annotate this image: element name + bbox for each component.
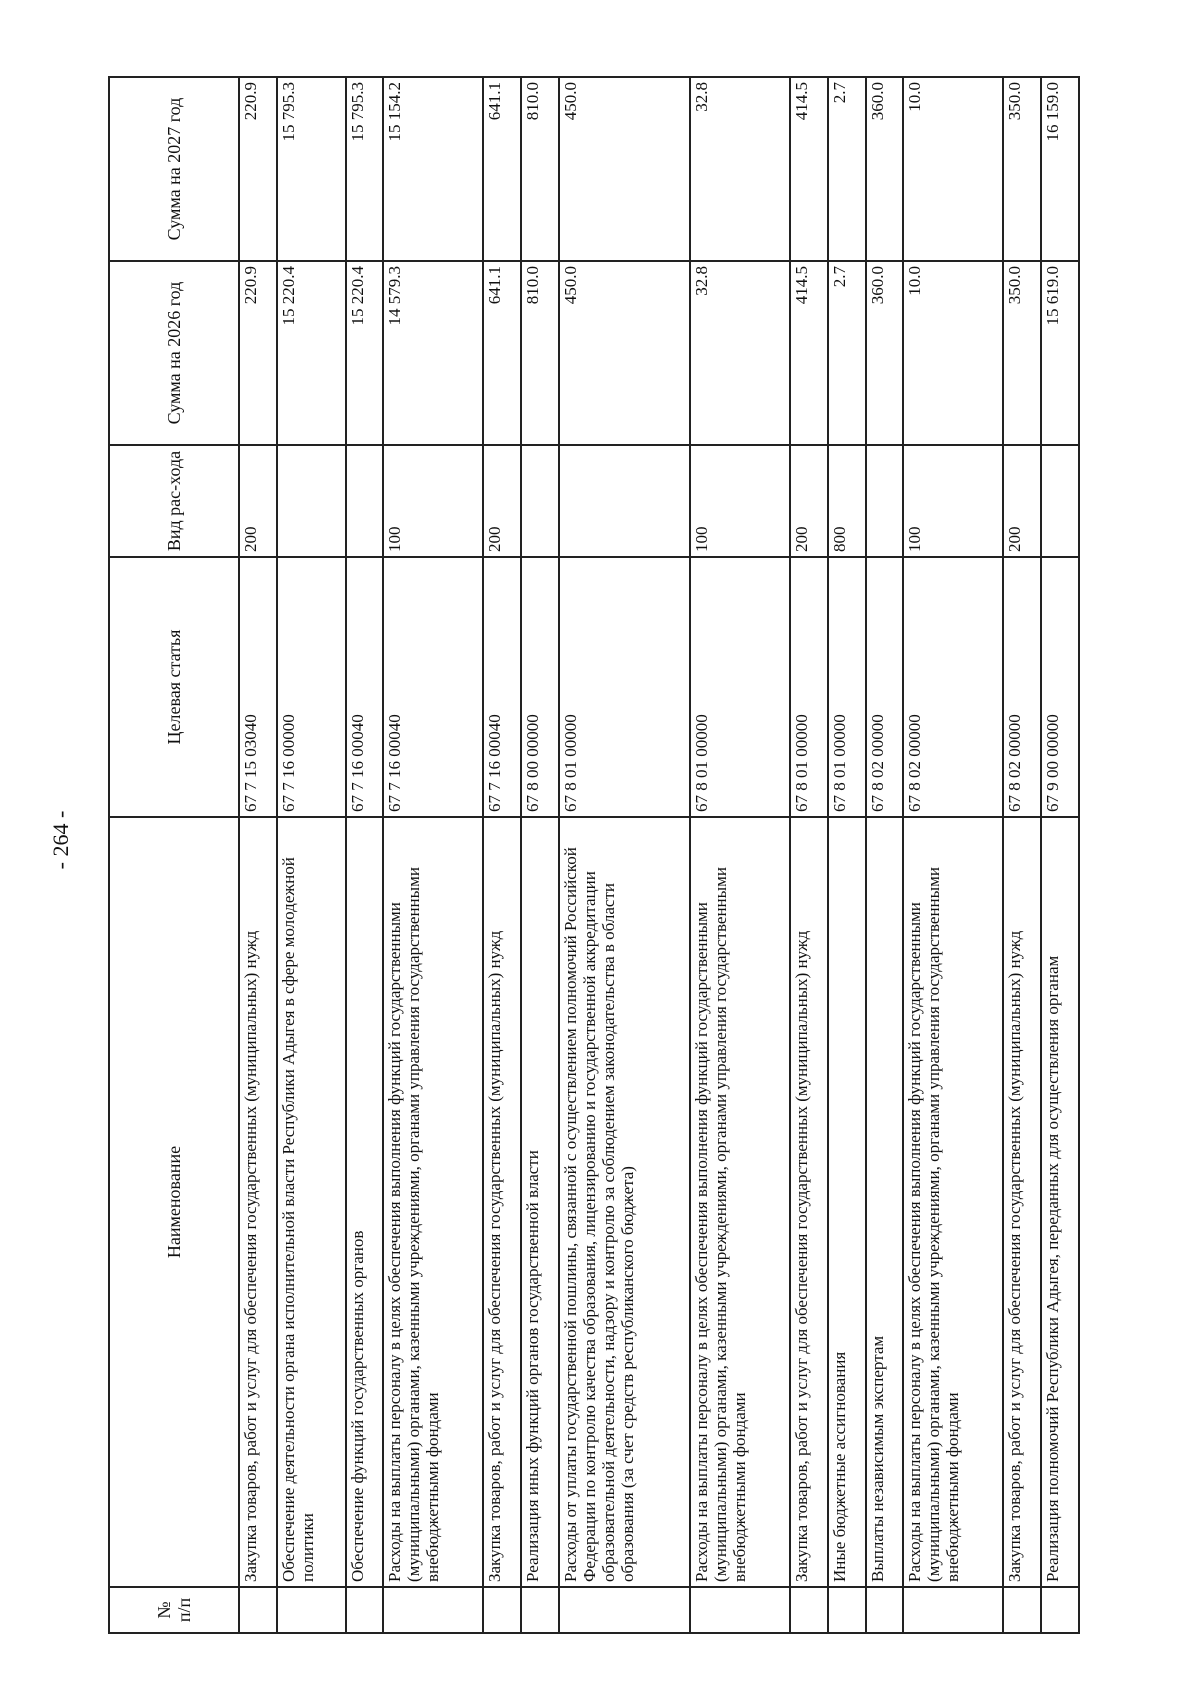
- cell-index: [690, 1587, 790, 1633]
- header-kind: Вид рас-хода: [109, 445, 239, 557]
- table-row: [559, 77, 690, 1633]
- cell-sum-2027: 220.9: [239, 77, 277, 261]
- table-header: [109, 77, 239, 1633]
- cell-sum-2027: 2.7: [828, 77, 866, 261]
- cell-sum-2027: 15 795.3: [277, 77, 346, 261]
- cell-sum-2026: 641.1: [483, 261, 521, 445]
- cell-name: Реализация иных функций органов государственной власти: [521, 817, 559, 1587]
- cell-sum-2026: 10.0: [903, 261, 1003, 445]
- cell-kind: 200: [483, 445, 521, 557]
- cell-kind: [346, 445, 384, 557]
- header-sum-2026: Сумма на 2026 год: [109, 261, 239, 445]
- cell-sum-2027: 810.0: [521, 77, 559, 261]
- cell-sum-2027: 15 795.3: [346, 77, 384, 261]
- cell-index: [521, 1587, 559, 1633]
- cell-code: 67 7 15 03040: [239, 557, 277, 817]
- cell-index: [346, 1587, 384, 1633]
- cell-sum-2027: 10.0: [903, 77, 1003, 261]
- cell-index: [383, 1587, 483, 1633]
- cell-name: Расходы на выплаты персоналу в целях обеспечения выполнения функций государственными (муниципальными) органами, казенными учреждениями, органами управления государственными внебюджетными фондами: [383, 817, 483, 1587]
- cell-sum-2026: 220.9: [239, 261, 277, 445]
- cell-kind: 100: [903, 445, 1003, 557]
- cell-name: Закупка товаров, работ и услуг для обеспечения государственных (муниципальных) нужд: [239, 817, 277, 1587]
- cell-name: Закупка товаров, работ и услуг для обеспечения государственных (муниципальных) нужд: [1003, 817, 1041, 1587]
- cell-sum-2026: 14 579.3: [383, 261, 483, 445]
- cell-kind: [1041, 445, 1079, 557]
- cell-name: Расходы на выплаты персоналу в целях обеспечения выполнения функций государственными (муниципальными) органами, казенными учреждениями, органами управления государственными внебюджетными фондами: [690, 817, 790, 1587]
- page-number: - 264 -: [48, 810, 73, 870]
- cell-name: Иные бюджетные ассигнования: [828, 817, 866, 1587]
- cell-sum-2027: 414.5: [790, 77, 828, 261]
- cell-sum-2026: 2.7: [828, 261, 866, 445]
- table-row: [346, 77, 384, 1633]
- cell-kind: [277, 445, 346, 557]
- cell-kind: 100: [690, 445, 790, 557]
- cell-name: Закупка товаров, работ и услуг для обеспечения государственных (муниципальных) нужд: [790, 817, 828, 1587]
- table-row: [1041, 77, 1079, 1633]
- table-row: [277, 77, 346, 1633]
- cell-index: [1041, 1587, 1079, 1633]
- cell-code: 67 8 00 00000: [521, 557, 559, 817]
- table-row: [828, 77, 866, 1633]
- budget-table: [108, 76, 1080, 1634]
- rotated-table-wrapper: [108, 78, 1080, 1634]
- cell-sum-2027: 450.0: [559, 77, 690, 261]
- header-row: [109, 77, 239, 1633]
- cell-sum-2026: 360.0: [866, 261, 904, 445]
- cell-code: 67 8 01 00000: [559, 557, 690, 817]
- cell-sum-2027: 16 159.0: [1041, 77, 1079, 261]
- cell-kind: 800: [828, 445, 866, 557]
- cell-index: [483, 1587, 521, 1633]
- table-row: [521, 77, 559, 1633]
- cell-name: Расходы на выплаты персоналу в целях обеспечения выполнения функций государственными (муниципальными) органами, казенными учреждениями, органами управления государственными внебюджетными фондами: [903, 817, 1003, 1587]
- cell-index: [277, 1587, 346, 1633]
- cell-code: 67 8 01 00000: [828, 557, 866, 817]
- cell-name: Выплаты независимым экспертам: [866, 817, 904, 1587]
- cell-code: 67 9 00 00000: [1041, 557, 1079, 817]
- cell-code: 67 8 01 00000: [790, 557, 828, 817]
- cell-code: 67 7 16 00040: [483, 557, 521, 817]
- table-row: [483, 77, 521, 1633]
- cell-kind: 100: [383, 445, 483, 557]
- table-row: [239, 77, 277, 1633]
- cell-name: Обеспечение функций государственных органов: [346, 817, 384, 1587]
- cell-sum-2026: 810.0: [521, 261, 559, 445]
- table-row: [383, 77, 483, 1633]
- table-body: [239, 77, 1079, 1633]
- cell-sum-2027: 350.0: [1003, 77, 1041, 261]
- cell-kind: 200: [1003, 445, 1041, 557]
- header-name: Наименование: [109, 817, 239, 1587]
- cell-code: 67 7 16 00040: [346, 557, 384, 817]
- cell-sum-2026: 15 220.4: [346, 261, 384, 445]
- cell-code: 67 8 02 00000: [903, 557, 1003, 817]
- table-row: [790, 77, 828, 1633]
- cell-sum-2026: 350.0: [1003, 261, 1041, 445]
- cell-index: [239, 1587, 277, 1633]
- cell-sum-2026: 32.8: [690, 261, 790, 445]
- cell-code: 67 8 02 00000: [866, 557, 904, 817]
- table-row: [903, 77, 1003, 1633]
- cell-kind: [521, 445, 559, 557]
- cell-sum-2026: 450.0: [559, 261, 690, 445]
- cell-name: Обеспечение деятельности органа исполнительной власти Республики Адыгея в сфере молодежной политики: [277, 817, 346, 1587]
- cell-index: [828, 1587, 866, 1633]
- cell-index: [903, 1587, 1003, 1633]
- table-row: [1003, 77, 1041, 1633]
- cell-code: 67 7 16 00000: [277, 557, 346, 817]
- cell-kind: 200: [239, 445, 277, 557]
- cell-kind: [559, 445, 690, 557]
- cell-sum-2027: 32.8: [690, 77, 790, 261]
- cell-code: 67 8 01 00000: [690, 557, 790, 817]
- header-sum-2027: Сумма на 2027 год: [109, 77, 239, 261]
- cell-code: 67 8 02 00000: [1003, 557, 1041, 817]
- header-code: Целевая статья: [109, 557, 239, 817]
- cell-sum-2026: 414.5: [790, 261, 828, 445]
- cell-kind: [866, 445, 904, 557]
- cell-code: 67 7 16 00040: [383, 557, 483, 817]
- cell-sum-2027: 360.0: [866, 77, 904, 261]
- table-row: [866, 77, 904, 1633]
- cell-name: Закупка товаров, работ и услуг для обеспечения государственных (муниципальных) нужд: [483, 817, 521, 1587]
- cell-index: [790, 1587, 828, 1633]
- cell-kind: 200: [790, 445, 828, 557]
- cell-sum-2027: 15 154.2: [383, 77, 483, 261]
- cell-sum-2027: 641.1: [483, 77, 521, 261]
- cell-sum-2026: 15 619.0: [1041, 261, 1079, 445]
- cell-sum-2026: 15 220.4: [277, 261, 346, 445]
- header-index: № п/п: [109, 1587, 239, 1633]
- cell-name: Расходы от уплаты государственной пошлины, связанной с осуществлением полномочий Российской Федерации по контролю качества образования, лицензированию и государственной аккредитации образовательной деятельности, надзору и контролю за соблюдением законодательства в области образования (за счет средств республиканского бюджета): [559, 817, 690, 1587]
- cell-index: [559, 1587, 690, 1633]
- cell-index: [866, 1587, 904, 1633]
- table-row: [690, 77, 790, 1633]
- cell-name: Реализация полномочий Республики Адыгея, переданных для осуществления органам: [1041, 817, 1079, 1587]
- cell-index: [1003, 1587, 1041, 1633]
